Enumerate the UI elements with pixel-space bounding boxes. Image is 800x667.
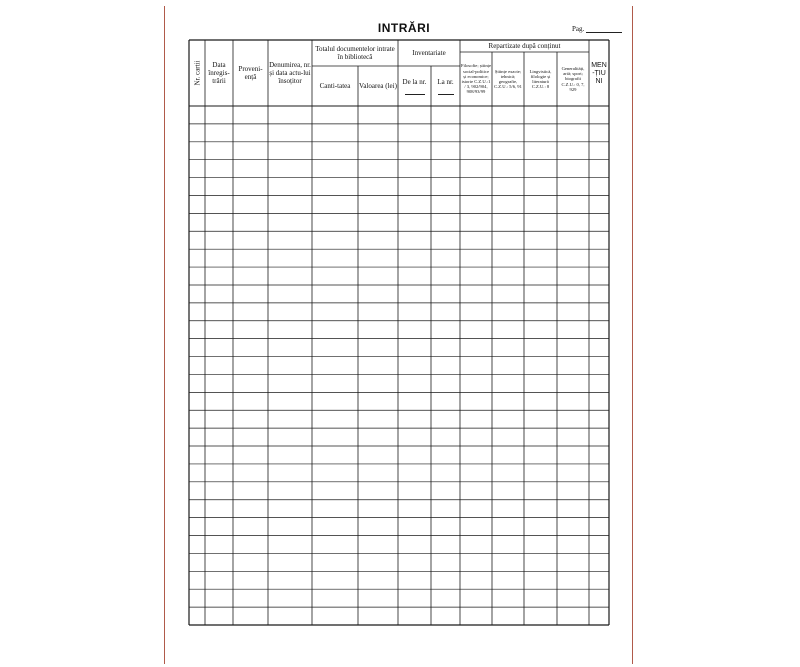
header-stiinte: Științe exacte; tehnică; geografie, C.Z.U.: 5/6, 91 <box>494 68 522 90</box>
header-nr-cartii: Nr. cartii <box>193 60 202 86</box>
header-inventariate-group: Inventariate <box>412 49 446 57</box>
header-filosofie: Filosofie; științe social-politice și economice; istorie C.Z.U.:1 / 3, 902/904, 908/93/99 <box>461 63 491 95</box>
form-title: INTRĂRI <box>377 21 431 35</box>
de-la-nr-line <box>405 92 425 95</box>
header-mentiuni: MEN-ȚIUNI <box>591 62 607 85</box>
page-label: Pag. <box>572 25 585 33</box>
la-nr-line <box>438 92 454 95</box>
header-cantitatea: Canti-tatea <box>319 82 351 90</box>
header-de-la-nr: De la nr. <box>399 67 430 105</box>
header-generalitati: Generalități, artă; sport; biografii C.Z.U.: 0, 7, 929 <box>561 65 585 92</box>
header-provenienta: Proveni-ență <box>238 65 263 81</box>
header-valoarea: Valoarea (lei) <box>359 82 397 90</box>
header-la-nr: La nr. <box>432 67 459 105</box>
header-lingvistica: Lingvistică, filologie și literatură C.Z.U.: 8 <box>529 68 552 90</box>
header-denumirea: Denumirea, nr. și data actu-lui însoțitor <box>269 61 311 85</box>
header-totalul-group: Totalul documentelor intrate în bibliotecă <box>315 45 395 61</box>
header-data-inregistrarii: Data înregis-trării <box>208 61 230 85</box>
header-repartizate-group: Repartizate după conținut <box>488 42 561 50</box>
